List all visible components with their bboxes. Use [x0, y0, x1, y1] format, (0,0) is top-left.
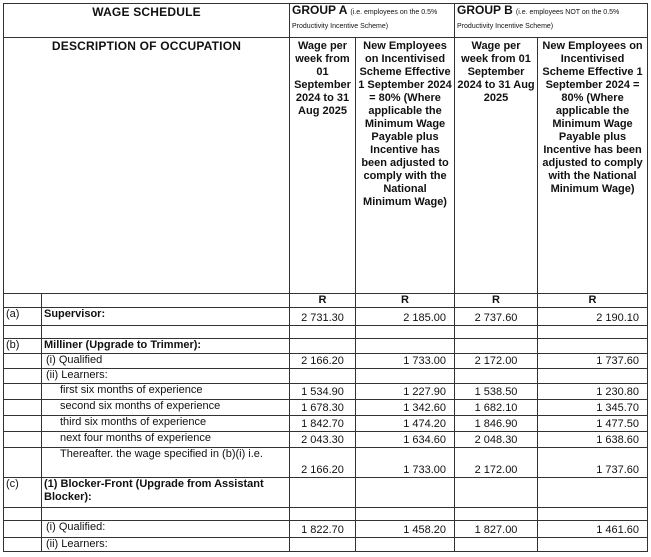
- group-b-wage-value: 1 538.50: [455, 384, 538, 400]
- table-row: [4, 432, 648, 448]
- table-row: [4, 538, 648, 552]
- group-b-new-employees-column-header: New Employees on Incentivised Scheme Effective 1 September 2024 = 80% (Where applicable the Minimum Wage Payable plus Incentive has been adjusted to comply with the National Minimum Wage): [538, 38, 648, 294]
- column-header-row: [4, 38, 648, 294]
- table-row: [4, 448, 648, 478]
- table-row: [4, 384, 648, 400]
- group-a-wage-value: 1 822.70: [290, 521, 356, 538]
- currency-label: R: [290, 294, 356, 308]
- learner-period-label: second six months of experience: [42, 400, 290, 416]
- group-a-new-value: 1 733.00: [356, 354, 455, 369]
- group-b-new-value: 1 345.70: [538, 400, 648, 416]
- currency-label: R: [356, 294, 455, 308]
- group-a-new-value: 1 634.60: [356, 432, 455, 448]
- group-header-row: [4, 4, 648, 38]
- group-a-title: GROUP A: [292, 3, 348, 17]
- group-b-new-value: 1 737.60: [538, 354, 648, 369]
- learner-period-label: third six months of experience: [42, 416, 290, 432]
- table-row: [4, 521, 648, 538]
- group-a-wage-value: 2 043.30: [290, 432, 356, 448]
- group-b-title: GROUP B: [457, 3, 513, 17]
- group-a-new-value: 2 185.00: [356, 308, 455, 326]
- group-b-new-value: 1 461.60: [538, 521, 648, 538]
- group-a-wage-value: 2 166.20: [290, 448, 356, 478]
- group-a-new-value: 1 458.20: [356, 521, 455, 538]
- group-b-wage-column-header: Wage per week from 01 September 2024 to 31 Aug 2025: [455, 38, 538, 294]
- spacer-row: [4, 508, 648, 521]
- occupation-label: (1) Blocker-Front (Upgrade from Assistant Blocker):: [42, 478, 290, 508]
- row-letter: (b): [4, 339, 42, 354]
- currency-label: R: [455, 294, 538, 308]
- group-b-header: [455, 4, 648, 38]
- group-a-wage-value: 1 678.30: [290, 400, 356, 416]
- table-row: [4, 308, 648, 326]
- sub-label: (i) Qualified: [42, 354, 290, 369]
- group-b-wage-value: 1 846.90: [455, 416, 538, 432]
- group-a-note: (i.e. employees on the 0.5% Productivity Incentive Scheme): [292, 9, 438, 30]
- description-of-occupation-header: DESCRIPTION OF OCCUPATION: [4, 38, 290, 294]
- group-b-wage-value: 1 682.10: [455, 400, 538, 416]
- group-a-wage-value: 1 842.70: [290, 416, 356, 432]
- group-b-wage-value: 2 172.00: [455, 354, 538, 369]
- group-a-new-value: 1 227.90: [356, 384, 455, 400]
- currency-row: [4, 294, 648, 308]
- learner-period-label: Thereafter. the wage specified in (b)(i) i.e.: [42, 448, 290, 478]
- occupation-label: Supervisor:: [42, 308, 290, 326]
- table-row: [4, 400, 648, 416]
- sub-label: (ii) Learners:: [42, 369, 290, 384]
- group-b-new-value: 1 737.60: [538, 448, 648, 478]
- sub-label: (ii) Learners:: [42, 538, 290, 552]
- spacer-row: [4, 326, 648, 339]
- sub-label: (i) Qualified:: [42, 521, 290, 538]
- group-b-note: (i.e. employees NOT on the 0.5% Productivity Incentive Scheme): [457, 9, 620, 30]
- group-b-wage-value: 2 737.60: [455, 308, 538, 326]
- occupation-label: Milliner (Upgrade to Trimmer):: [42, 339, 290, 354]
- table-row: [4, 369, 648, 384]
- row-letter: (a): [4, 308, 42, 326]
- group-a-wage-value: 1 534.90: [290, 384, 356, 400]
- learner-period-label: next four months of experience: [42, 432, 290, 448]
- wage-schedule-title: WAGE SCHEDULE: [4, 4, 290, 38]
- group-b-wage-value: 2 172.00: [455, 448, 538, 478]
- table-row: [4, 354, 648, 369]
- table-row: [4, 339, 648, 354]
- group-a-wage-column-header: Wage per week from 01 September 2024 to 31 Aug 2025: [290, 38, 356, 294]
- group-a-new-value: 1 474.20: [356, 416, 455, 432]
- group-a-new-value: 1 733.00: [356, 448, 455, 478]
- group-a-new-value: 1 342.60: [356, 400, 455, 416]
- group-b-new-value: 2 190.10: [538, 308, 648, 326]
- group-b-new-value: 1 638.60: [538, 432, 648, 448]
- group-a-wage-value: 2 166.20: [290, 354, 356, 369]
- group-a-new-employees-column-header: New Employees on Incentivised Scheme Effective 1 September 2024 = 80% (Where applicable the Minimum Wage Payable plus Incentive has been adjusted to comply with the National Minimum Wage): [356, 38, 455, 294]
- wage-schedule-table: [3, 3, 648, 552]
- group-b-wage-value: 1 827.00: [455, 521, 538, 538]
- group-a-header: [290, 4, 455, 38]
- table-row: [4, 478, 648, 508]
- learner-period-label: first six months of experience: [42, 384, 290, 400]
- currency-label: R: [538, 294, 648, 308]
- group-a-wage-value: 2 731.30: [290, 308, 356, 326]
- group-b-wage-value: 2 048.30: [455, 432, 538, 448]
- group-b-new-value: 1 477.50: [538, 416, 648, 432]
- table-row: [4, 416, 648, 432]
- row-letter: (c): [4, 478, 42, 508]
- group-b-new-value: 1 230.80: [538, 384, 648, 400]
